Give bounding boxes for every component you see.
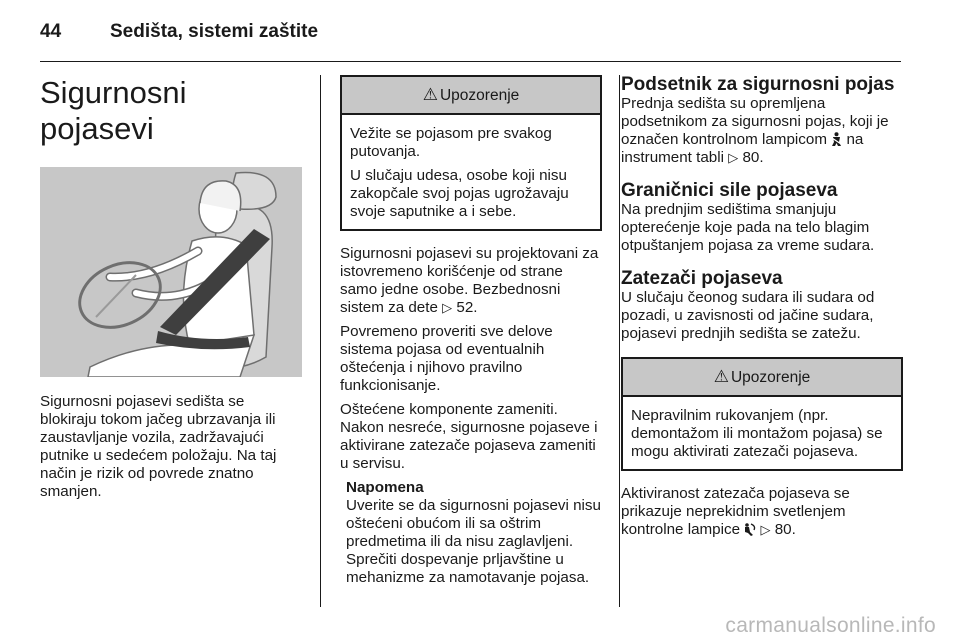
page-header bbox=[40, 21, 318, 43]
warning-box-2 bbox=[621, 357, 903, 471]
column-1 bbox=[40, 75, 305, 501]
column-divider-2 bbox=[619, 75, 620, 607]
column-divider-1 bbox=[320, 75, 321, 607]
warning-triangle-icon: ⚠ bbox=[422, 85, 438, 104]
paragraph-design bbox=[340, 245, 602, 317]
warning-body bbox=[623, 397, 901, 469]
paragraph-design-text: Sigurnosni pojasevi su projektovani za istovremeno korišćenje od strane samo jedne osobe. Bezbednosni sistem za dete bbox=[340, 245, 599, 316]
note-block bbox=[340, 479, 602, 587]
page-number: 44 bbox=[40, 21, 62, 42]
heading-pretensioners: Zatezači pojaseva bbox=[621, 268, 783, 289]
heading-reminder: Podsetnik za sigurnosni pojas bbox=[621, 74, 895, 95]
force-limiters-text: Na prednjim sedištima smanjuju opterećenje koje pada na telo blagim otpuštanjem pojasa za vreme sudara. bbox=[621, 201, 875, 254]
pretensioners-text: U slučaju čeonog sudara ili sudara od pozadi, u zavisnosti od jačine sudara, pojasevi prednjih sedišta se zatežu. bbox=[621, 289, 875, 342]
warning-text: Nepravilnim rukovanjem (npr. demontažom ili montažom pojasa) se mogu aktivirati zatezači pojaseva. bbox=[631, 407, 883, 460]
warning-title: Upozorenje bbox=[439, 87, 520, 104]
section-title: Sedišta, sistemi zaštite bbox=[110, 21, 319, 42]
warning-body bbox=[342, 115, 600, 229]
reminder-text-2: na instrument tabli bbox=[621, 131, 864, 166]
column-3 bbox=[621, 75, 903, 539]
note-text: Uverite se da sigurnosni pojasevi nisu oštećeni obućom ili sa oštrim predmetima ili da nisu zaglavljeni. Sprečiti dospevanje prljavštine u mehanizme za namotavanje pojasa. bbox=[346, 497, 601, 586]
seatbelt-person-icon bbox=[831, 132, 842, 146]
intro-paragraph: Sigurnosni pojasevi sedišta se blokiraju tokom jačeg ubrzavanja ili zaustavljanje vozila, zadržavajući putnike u sedećem položaju. Na taj način je rizik od povrede znatno smanjen. bbox=[40, 393, 277, 500]
column-2 bbox=[340, 75, 602, 587]
reference-arrow-icon: ▷ bbox=[442, 300, 453, 315]
warning-header bbox=[623, 359, 901, 397]
airbag-icon bbox=[744, 523, 756, 536]
warning-box-1 bbox=[340, 75, 602, 231]
page-title: Sigurnosni pojasevi bbox=[40, 75, 187, 146]
reference-arrow-icon: ▷ bbox=[728, 150, 739, 165]
page-reference[interactable]: 80. bbox=[742, 149, 764, 166]
heading-force-limiters: Graničnici sile pojaseva bbox=[621, 180, 838, 201]
warning-text-1: Vežite se pojasom pre svakog putovanja. bbox=[350, 125, 552, 160]
watermark: carmanualsonline.info bbox=[725, 614, 936, 637]
page-reference[interactable]: 80. bbox=[774, 521, 796, 538]
reminder-text: Prednja sedišta su opremljena podsetnikom za sigurnosni pojas, koji je označen kontrolnom lampicom bbox=[621, 95, 889, 148]
activation-text: Aktiviranost zatezača pojaseva se prikazuje neprekidnim svetlenjem kontrolne lampice bbox=[621, 485, 850, 538]
warning-header bbox=[342, 77, 600, 115]
seatbelt-illustration bbox=[40, 167, 302, 377]
reference-arrow-icon: ▷ bbox=[760, 522, 771, 537]
activation-paragraph bbox=[621, 485, 903, 539]
paragraph-replace: Oštećene komponente zameniti. Nakon nesreće, sigurnosne pojaseve i aktivirane zatezače pojaseva zameniti u servisu. bbox=[340, 401, 598, 472]
note-title: Napomena bbox=[346, 479, 424, 496]
paragraph-inspect: Povremeno proveriti sve delove sistema pojasa od eventualnih oštećenja i njihovo pravilno funkcionisanje. bbox=[340, 323, 553, 394]
warning-triangle-icon: ⚠ bbox=[713, 367, 729, 386]
page-reference[interactable]: 52. bbox=[456, 299, 478, 316]
reminder-paragraph bbox=[621, 95, 903, 167]
warning-text-2: U slučaju udesa, osobe koji nisu zakopčale svoj pojas ugrožavaju svoje saputnike a i sebe. bbox=[350, 167, 569, 220]
driver-seatbelt-drawing bbox=[40, 167, 302, 377]
header-rule bbox=[40, 61, 901, 62]
warning-title: Upozorenje bbox=[730, 369, 811, 386]
